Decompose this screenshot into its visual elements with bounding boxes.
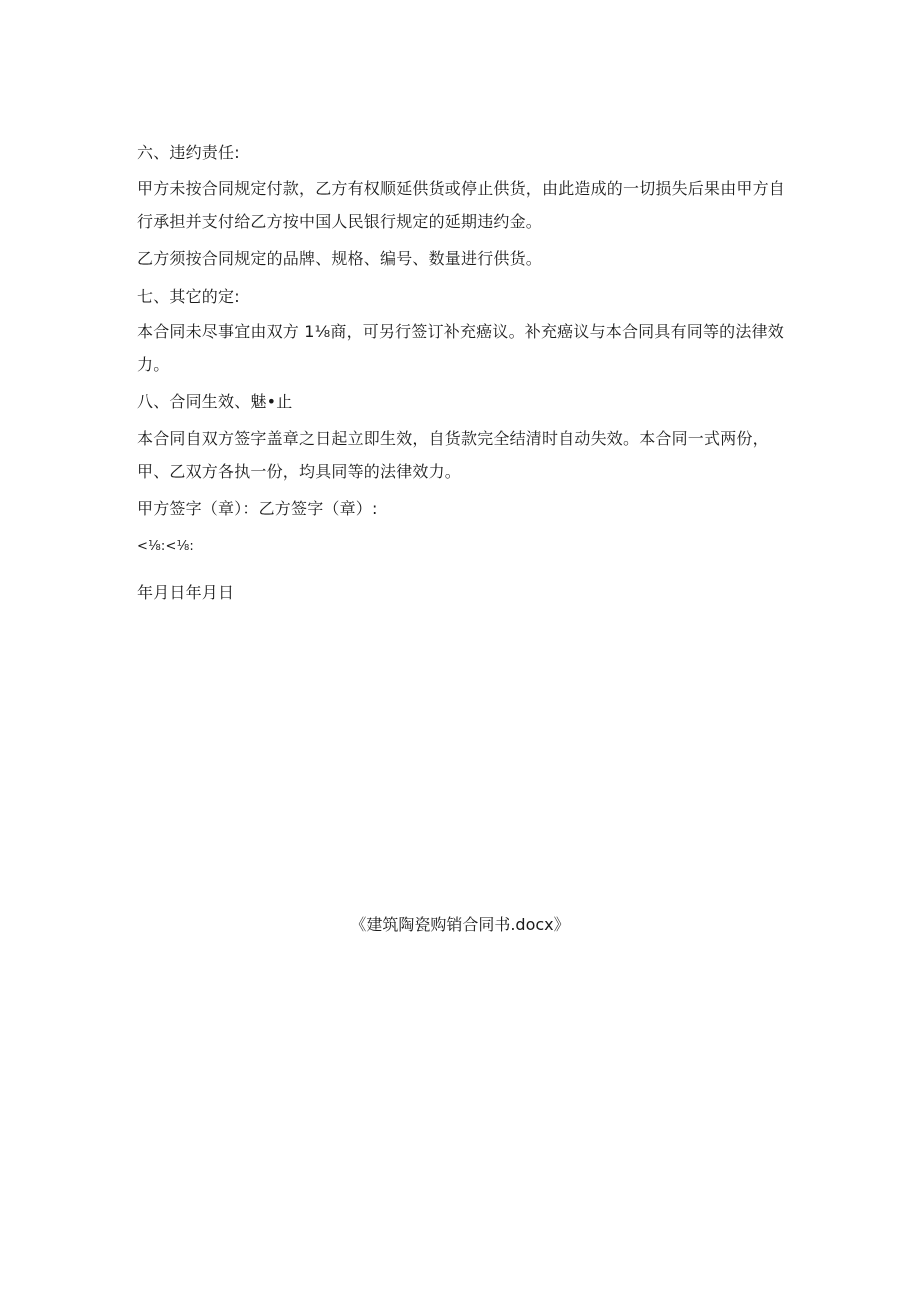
paragraph-payment-breach: 甲方未按合同规定付款，乙方有权顺延供货或停止供货，由此造成的一切损失后果由甲方自行承担并支付给乙方按中国人民银行规定的延期违约金。: [137, 179, 786, 231]
document-title: 《建筑陶瓷购销合同书.docx》: [350, 915, 570, 934]
paragraph-supply-terms: 乙方须按合同规定的品牌、规格、编号、数量进行供货。: [137, 249, 543, 268]
section-heading-effect: 八、合同生效、魅•止: [137, 392, 293, 411]
paragraph-effect-terms: 本合同自双方签字盖章之日起立即生效，自货款完全结清时自动失效。本合同一式两份，甲、乙双方各执一份，均具同等的法律效力。: [137, 429, 769, 481]
signature-line: 甲方签字（章）：乙方签字（章）:: [137, 499, 378, 518]
paragraph-supplementary: 本合同未尽事宜由双方 1⅛商，可另行签订补充癌议。补充癌议与本合同具有同等的法律效力。: [137, 322, 784, 374]
date-line: 年月日年月日: [137, 583, 235, 602]
signature-marks: <⅛:<⅛:: [137, 539, 194, 554]
section-heading-breach: 六、违约责任:: [137, 143, 240, 162]
section-heading-other: 七、其它的定:: [137, 287, 240, 306]
